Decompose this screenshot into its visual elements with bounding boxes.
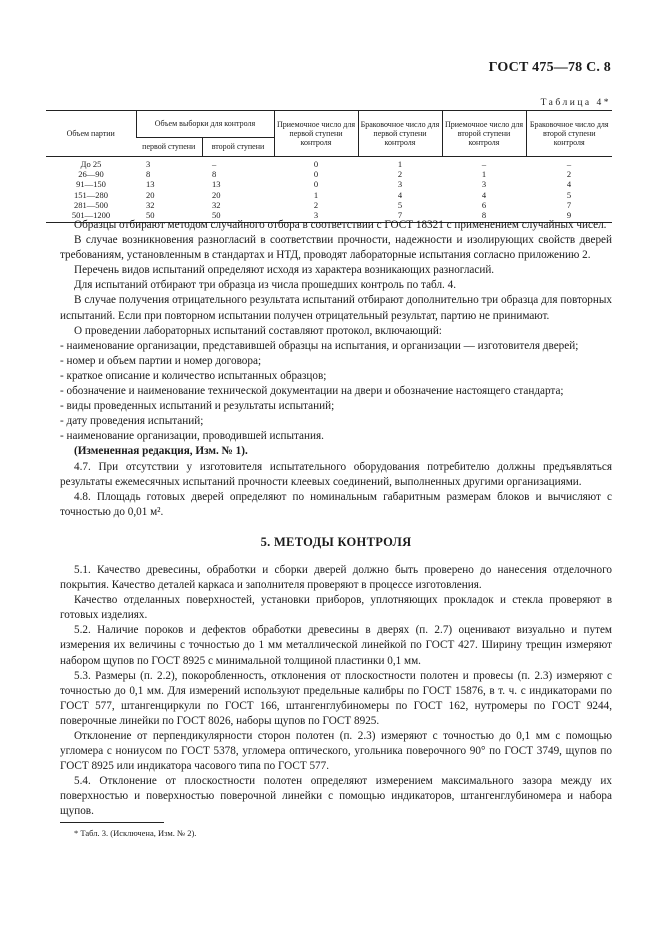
cell-stage1: 50 (136, 210, 202, 223)
cell-reject2: – (566, 159, 572, 169)
paragraph: Для испытаний отбирают три образца из числа прошедших контроль по табл. 4. (74, 279, 457, 292)
list-item: - краткое описание и количество испытанных образцов; (60, 369, 327, 382)
cell-accept2: 3 (481, 179, 487, 190)
cell-accept2: 6 (481, 199, 487, 210)
paragraph: 5.4. Отклонение от плоскостности полотен определяют измерением максимального зазора между их поверхностью и поверхностью поверочной линейки с помощью индикаторов, штангенглубиномера и набора щупов. (60, 775, 612, 818)
list-item: - наименование организации, представившей образцы на испытания, и организации — изготовителя дверей; (60, 339, 579, 352)
list-item: - дату проведения испытаний; (60, 415, 204, 428)
cell-stage2: 50 (202, 210, 274, 223)
col-reject2-header: Браковочное число для второй ступени контроля (526, 111, 612, 157)
cell-accept1: 0 (313, 159, 319, 169)
col-accept2-header: Приемочное число для второй ступени контроля (442, 111, 526, 157)
table-caption: Таблица 4* (540, 98, 611, 108)
paragraph: 4.8. Площадь готовых дверей определяют по номинальным габаритным размерам блоков и вычисляют с точностью до 0,01 м². (60, 490, 612, 518)
cell-stage2: 32 (212, 199, 221, 210)
cell-reject1: 5 (397, 199, 403, 210)
sampling-table (46, 110, 612, 223)
col-batch-header: Объем партии (46, 111, 136, 157)
cell-reject2: 4 (566, 179, 572, 190)
paragraph: Отклонение от перпендикулярности сторон полотен (п. 2.3) измеряют с точностью до 0,1 мм с помощью угломера с нониусом по ГОСТ 5378, угломера оптического, угольника поверочного 90° по ГОСТ 3749, щупов по ГОСТ 8925 или индикатора часового типа по ГОСТ 577. (60, 730, 612, 773)
cell-reject2: 5 (566, 189, 572, 200)
cell-stage1: 13 (146, 179, 155, 190)
paragraph: 4.7. При отсутствии у изготовителя испытательного оборудования потребителю должны предъявляться результаты ежемесячных испытаний прочности клеевых соединений, выполненных другими организациями. (60, 460, 612, 488)
cell-stage2: – (212, 159, 217, 169)
cell-batch: 26—90 (78, 169, 104, 180)
list-item: - наименование организации, проводившей испытания. (60, 430, 324, 443)
table-row (46, 190, 612, 200)
paragraph: В случае возникновения разногласий в соответствии прочности, надежности и изолирующих свойств дверей требованиям, установленным в стандартах и НТД, проводят лабораторные испытания согласно приложению 2. (60, 234, 612, 262)
table-row (46, 179, 612, 189)
cell-accept1: 0 (313, 169, 319, 180)
cell-reject1: 4 (397, 189, 403, 200)
cell-reject2: 2 (566, 169, 572, 180)
section-heading: 5. МЕТОДЫ КОНТРОЛЯ (260, 534, 412, 549)
list-item: - виды проведенных испытаний и результаты испытаний; (60, 400, 335, 413)
cell-stage2: 20 (212, 189, 221, 200)
cell-reject2: 7 (566, 199, 572, 210)
cell-stage1: 3 (146, 159, 151, 169)
table-row (46, 157, 612, 170)
table-row (46, 200, 612, 210)
cell-reject1: 3 (397, 179, 403, 190)
cell-stage1: 20 (146, 189, 155, 200)
list-item: - обозначение и наименование технической документации на двери и обозначение настоящего стандарта; (60, 385, 564, 398)
paragraph: 5.1. Качество древесины, обработки и сборки дверей должно быть проверено до нанесения отделочного покрытия. Качество деталей каркаса и заполнителя проверяют в процессе изготовления. (60, 563, 612, 592)
col-stage1-header: первой ступени (136, 138, 202, 157)
cell-stage1: 32 (146, 199, 155, 210)
cell-stage2: 13 (212, 179, 221, 190)
table-row (46, 169, 612, 179)
paragraph: 5.3. Размеры (п. 2.2), покоробленность, отклонения от плоскостности полотен и провесы (п. 2.3) измеряют с точностью до 0,1 мм. Для измерений используют предельные калибры по ГОСТ 15876, в т. ч. с индикаторами по ГОСТ 577, штангенциркули по ГОСТ 166, штангенглубиномеры по ГОСТ 162, нутромеры по ГОСТ 9244, поверочные линейки по ГОСТ 8026, наборы щупов по ГОСТ 8925. (60, 669, 612, 727)
amendment-note: (Измененная редакция, Изм. № 1). (74, 445, 248, 458)
cell-batch: 281—500 (74, 199, 108, 210)
cell-batch: 151—280 (74, 189, 108, 200)
col-accept1-header: Приемочное число для первой ступени контроля (274, 111, 358, 157)
body-text (60, 218, 612, 820)
cell-accept1: 1 (313, 189, 319, 200)
cell-accept1: 0 (313, 179, 319, 190)
cell-accept1: 3 (274, 210, 358, 223)
cell-reject1: 1 (397, 159, 403, 169)
paragraph: Перечень видов испытаний определяют исходя из характера возникающих разногласий. (74, 264, 495, 277)
paragraph: В случае получения отрицательного результата испытаний отбирают дополнительно три образца для повторных испытаний. Если при повторном испытании получен отрицательный результат, партию не принимают. (60, 294, 612, 322)
cell-stage1: 8 (146, 169, 151, 180)
col-sample-header: Объем выборки для контроля (136, 111, 274, 138)
paragraph: О проведении лабораторных испытаний составляют протокол, включающий: (74, 324, 442, 337)
list-item: - номер и объем партии и номер договора; (60, 354, 262, 367)
page-header: ГОСТ 475—78 С. 8 (488, 60, 611, 75)
cell-accept2: 1 (481, 169, 487, 180)
cell-reject1: 7 (358, 210, 442, 223)
cell-accept2: 8 (442, 210, 526, 223)
footnote: * Табл. 3. (Исключена, Изм. № 2). (74, 828, 197, 838)
cell-accept2: 4 (481, 189, 487, 200)
footnote-divider (60, 822, 164, 823)
paragraph: Образцы отбирают методом случайного отбора в соответствии с ГОСТ 18321 с применением случайных чисел. (74, 219, 607, 231)
paragraph: 5.2. Наличие пороков и дефектов обработки древесины в дверях (п. 2.7) оценивают визуально и путем измерения их величины с точностью до 1 мм металлической линейкой по ГОСТ 427. Ширину трещин измеряют набором щупов по ГОСТ 8925 с минимальной толщиной пластинки 0,1 мм. (60, 624, 612, 667)
cell-reject2: 9 (526, 210, 612, 223)
paragraph: Качество отделанных поверхностей, установки приборов, уплотняющих прокладок и стекла проверяют в готовых изделиях. (60, 594, 612, 622)
cell-batch: До 25 (80, 159, 102, 169)
cell-stage2: 8 (212, 169, 217, 180)
col-reject1-header: Браковочное число для первой ступени контроля (358, 111, 442, 157)
cell-accept2: – (481, 159, 487, 169)
cell-accept1: 2 (313, 199, 319, 210)
cell-reject1: 2 (397, 169, 403, 180)
cell-batch: 501—1200 (46, 210, 136, 223)
col-stage2-header: второй ступени (202, 138, 274, 157)
cell-batch: 91—150 (76, 179, 106, 190)
